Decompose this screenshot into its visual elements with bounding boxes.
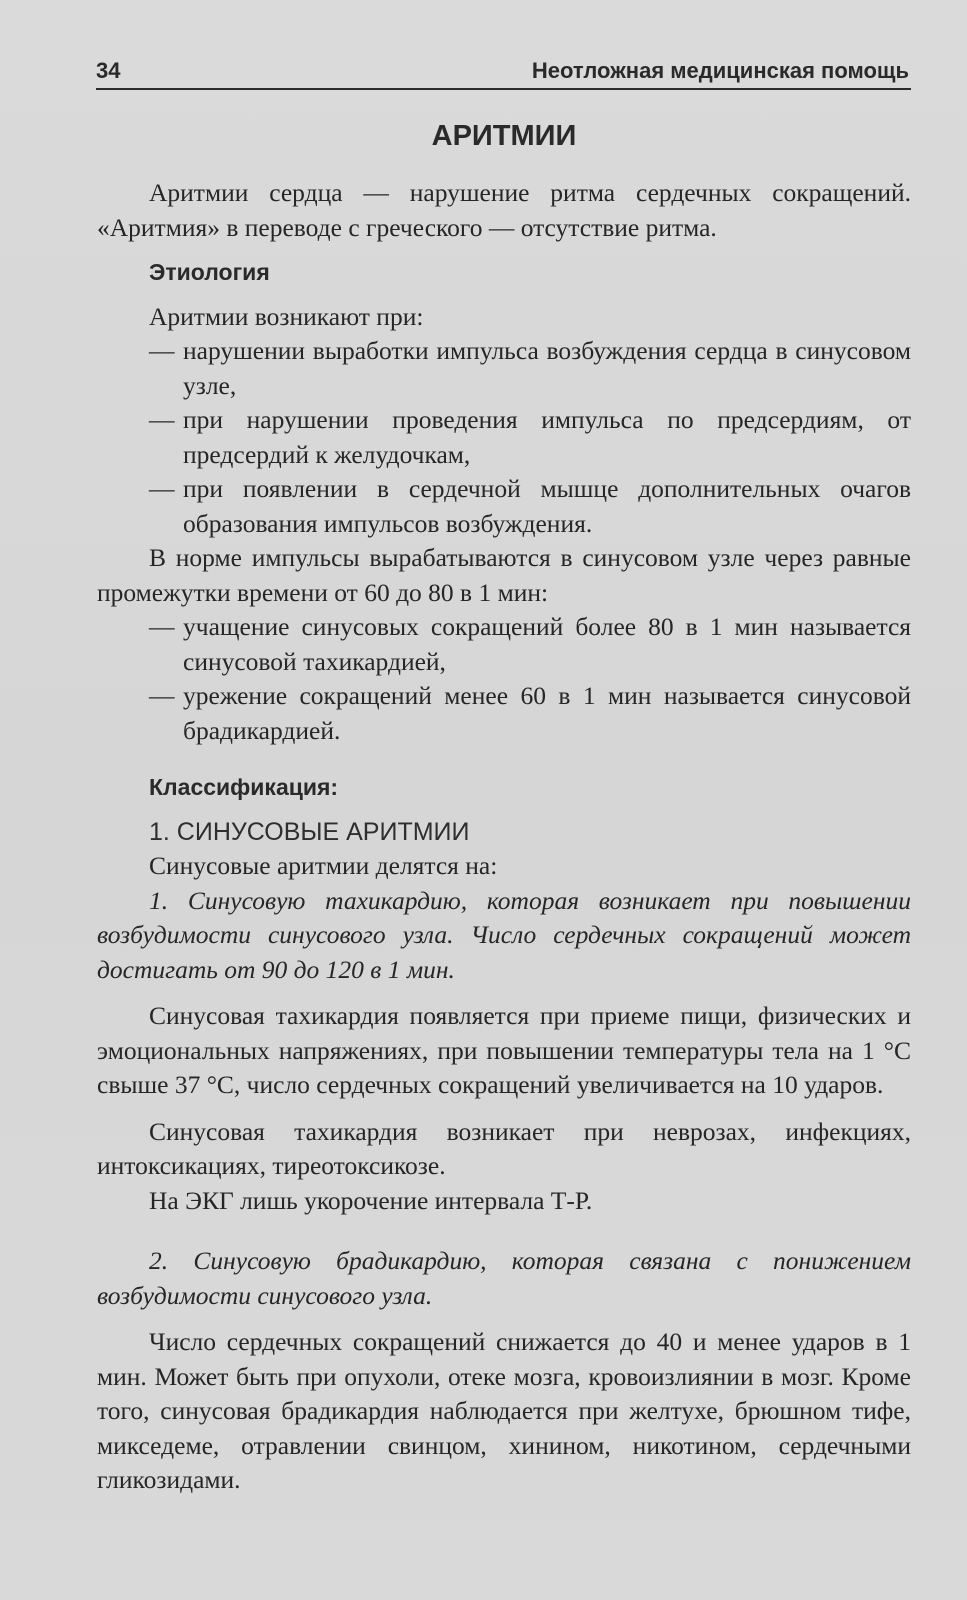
list-item-text: при нарушении проведения импульса по предсердиям, от предсердий к желудочкам, [183, 405, 911, 469]
classification-lead: Синусовые аритмии делятся на: [149, 851, 498, 880]
etiology-heading: Этиология [149, 259, 270, 285]
tachycardia-paragraph-3: На ЭКГ лишь укорочение интервала Т-Р. [149, 1185, 593, 1215]
list-item [97, 334, 911, 403]
list-item [97, 679, 911, 748]
page-content [97, 116, 911, 1498]
chapter-title: АРИТМИИ [431, 120, 577, 152]
list-item-text: учащение синусовых сокращений более 80 в 1 мин называется синусовой тахикардией, [183, 612, 911, 676]
bradycardia-paragraph: Число сердечных сокращений снижается до 40 и менее ударов в 1 мин. Может быть при опухоли, отеке мозга, кровоизлиянии в мозг. Кроме того, синусовая брадикардия наблюдается при желтухе, брюшном тифе, микседеме, отравлении свинцом, хинином, никотином, сердечными гликозидами. [97, 1327, 911, 1494]
running-title: Неотложная медицинская помощь [531, 58, 909, 83]
list-dash: — [149, 681, 175, 710]
list-dash: — [149, 612, 175, 641]
tachycardia-definition: 1. Синусовую тахикардию, которая возникает при повышении возбудимости синусового узла. Число сердечных сокращений может достигать от 90 до 120 в 1 мин. [97, 885, 911, 984]
intro-paragraph: Аритмии сердца — нарушение ритма сердечных сокращений. «Аритмия» в переводе с греческого — отсутствие ритма. [97, 178, 911, 242]
list-dash: — [149, 336, 175, 365]
list-dash: — [149, 474, 175, 503]
list-item-text: нарушении выработки импульса возбуждения сердца в синусовом узле, [183, 336, 911, 400]
classification-heading: Классификация: [149, 774, 339, 800]
list-item-text: при появлении в сердечной мышце дополнительных очагов образования импульсов возбуждения. [183, 474, 911, 538]
page-number: 34 [96, 58, 121, 83]
list-item [97, 610, 911, 679]
list-dash: — [149, 405, 175, 434]
page-header [96, 54, 911, 90]
list-item [97, 472, 911, 541]
norm-paragraph: В норме импульсы вырабатываются в синусовом узле через равные промежутки времени от 60 до 80 в 1 мин: [97, 543, 911, 607]
section-title: 1. СИНУСОВЫЕ АРИТМИИ [149, 817, 470, 846]
list-item [97, 403, 911, 472]
list-item-text: урежение сокращений менее 60 в 1 мин называется синусовой брадикардией. [183, 681, 911, 745]
etiology-lead: Аритмии возникают при: [149, 301, 424, 331]
bradycardia-definition: 2. Синусовую брадикардию, которая связана с понижением возбудимости синусового узла. [97, 1246, 911, 1310]
tachycardia-paragraph-1: Синусовая тахикардия появляется при приеме пищи, физических и эмоциональных напряжениях, при повышении температуры тела на 1 °С свыше 37 °С, число сердечных сокращений увеличивается на 10 ударов. [97, 1001, 911, 1099]
tachycardia-paragraph-2: Синусовая тахикардия возникает при неврозах, инфекциях, интоксикациях, тиреотоксикозе. [97, 1116, 911, 1180]
